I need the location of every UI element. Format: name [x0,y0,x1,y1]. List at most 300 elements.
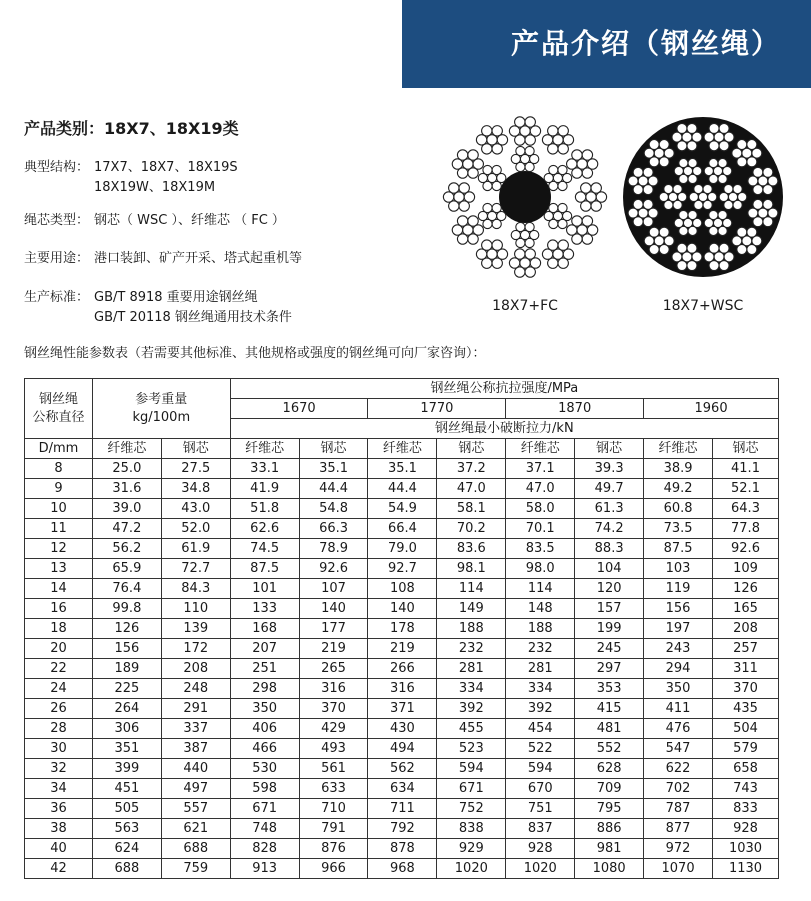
value-cell: 481 [575,719,644,739]
wire [492,181,501,190]
value-cell: 108 [368,579,437,599]
value-cell: 370 [713,679,779,699]
value-cell: 207 [230,639,299,659]
diameter-cell: 10 [25,499,93,519]
table-row [25,639,779,659]
wire [709,158,718,167]
table-row [25,819,779,839]
value-cell: 928 [506,839,575,859]
diameter-cell: 30 [25,739,93,759]
value-cell: 966 [299,859,368,879]
wire [659,139,669,149]
value-cell: 688 [92,859,161,879]
wire [737,227,747,237]
standard-info [24,288,292,328]
diameter-cell: 14 [25,579,93,599]
value-cell: 31.6 [92,479,161,499]
wire [664,184,673,193]
value-cell: 52.0 [161,519,230,539]
diameter-cell: 40 [25,839,93,859]
value-cell: 83.5 [506,539,575,559]
value-cell: 392 [437,699,506,719]
value-cell: 72.7 [161,559,230,579]
value-cell: 99.8 [92,599,161,619]
core-value: 钢芯（ WSC ）、纤维芯 （ FC ） [94,213,285,228]
wire [492,258,502,268]
table-title: 钢丝绳性能参数表（若需要其他标准、其他规格或强度的钢丝绳可向厂家咨询）： [24,346,486,361]
value-cell: 78.9 [299,539,368,559]
rope-wsc-caption: 18X7+WSC [662,298,744,314]
value-cell: 281 [506,659,575,679]
table-row [25,679,779,699]
value-cell: 670 [506,779,575,799]
header-diameter: 钢丝绳 公称直径 [25,379,93,439]
wire [558,258,568,268]
value-cell: 928 [713,819,779,839]
header-grade-1770: 1770 [368,399,506,419]
value-cell: 126 [92,619,161,639]
value-cell: 838 [437,819,506,839]
value-cell: 710 [299,799,368,819]
value-cell: 168 [230,619,299,639]
value-cell: 415 [575,699,644,719]
value-cell: 83.6 [437,539,506,559]
value-cell: 929 [437,839,506,859]
value-cell: 157 [575,599,644,619]
value-cell: 43.0 [161,499,230,519]
value-cell: 795 [575,799,644,819]
header-wsc: 钢芯 [575,439,644,459]
product-category: 产品类别：18X7、18X19类 [24,119,239,138]
value-cell: 751 [506,799,575,819]
diameter-cell: 42 [25,859,93,879]
value-cell: 743 [713,779,779,799]
value-cell: 64.3 [713,499,779,519]
value-cell: 837 [506,819,575,839]
wire [718,210,727,219]
value-cell: 109 [713,559,779,579]
value-cell: 440 [161,759,230,779]
structure-info [24,158,238,198]
use-info [24,249,302,269]
value-cell: 76.4 [92,579,161,599]
wire [582,168,592,178]
wire [747,139,757,149]
wire [492,126,502,136]
header-unit: D/mm [25,439,93,459]
value-cell: 98.1 [437,559,506,579]
wire [581,183,591,193]
value-cell: 199 [575,619,644,639]
value-cell: 208 [713,619,779,639]
header-fc: 纤维芯 [368,439,437,459]
value-cell: 74.5 [230,539,299,559]
table-row [25,859,779,879]
wire [468,216,478,226]
value-cell: 87.5 [230,559,299,579]
value-cell: 77.8 [713,519,779,539]
value-cell: 371 [368,699,437,719]
diameter-cell: 8 [25,459,93,479]
value-cell: 493 [299,739,368,759]
value-cell: 65.9 [92,559,161,579]
value-cell: 298 [230,679,299,699]
value-cell: 294 [644,659,713,679]
value-cell: 429 [299,719,368,739]
wire [688,210,697,219]
wire [582,216,592,226]
value-cell: 101 [230,579,299,599]
value-cell: 156 [644,599,713,619]
wire [763,167,773,177]
value-cell: 1070 [644,859,713,879]
header-wsc: 钢芯 [437,439,506,459]
value-cell: 62.6 [230,519,299,539]
table-row [25,839,779,859]
value-cell: 189 [92,659,161,679]
value-cell: 265 [299,659,368,679]
diameter-cell: 13 [25,559,93,579]
wire [591,183,601,193]
value-cell: 38.9 [644,459,713,479]
wire [724,184,733,193]
wire [558,126,568,136]
value-cell: 787 [644,799,713,819]
value-cell: 828 [230,839,299,859]
value-cell: 709 [575,779,644,799]
core-label: 绳芯类型： [24,213,90,228]
value-cell: 579 [713,739,779,759]
value-cell: 61.9 [161,539,230,559]
header-fc: 纤维芯 [506,439,575,459]
diameter-cell: 24 [25,679,93,699]
wire [688,174,697,183]
wire [687,261,697,271]
wire [633,199,643,209]
value-cell: 56.2 [92,539,161,559]
wire [763,217,773,227]
value-cell: 73.5 [644,519,713,539]
value-cell: 522 [506,739,575,759]
value-cell: 671 [230,799,299,819]
value-cell: 833 [713,799,779,819]
wire [677,243,687,253]
value-cell: 197 [644,619,713,639]
header-fc: 纤维芯 [644,439,713,459]
value-cell: 792 [368,819,437,839]
header-fc: 纤维芯 [92,439,161,459]
wire [753,199,763,209]
wire [483,203,492,212]
wire [687,141,697,151]
wire [482,240,492,250]
value-cell: 594 [506,759,575,779]
value-cell: 759 [161,859,230,879]
wire [709,243,719,253]
wire [677,123,687,133]
wire [492,165,501,174]
header-grade-1870: 1870 [506,399,644,419]
wire [753,167,763,177]
table-row [25,599,779,619]
value-cell: 316 [368,679,437,699]
value-cell: 791 [299,819,368,839]
wire [679,158,688,167]
header-wsc: 钢芯 [161,439,230,459]
wire [459,183,469,193]
table-row [25,799,779,819]
value-cell: 248 [161,679,230,699]
wire [449,183,459,193]
value-cell: 430 [368,719,437,739]
value-cell: 702 [644,779,713,799]
value-cell: 406 [230,719,299,739]
value-cell: 70.2 [437,519,506,539]
value-cell: 114 [437,579,506,599]
value-cell: 25.0 [92,459,161,479]
rope-wsc-cross-section [618,112,788,282]
page-title: 产品介绍（钢丝绳） [510,27,781,60]
value-cell: 35.1 [299,459,368,479]
wire [558,181,567,190]
header-wsc: 钢芯 [299,439,368,459]
value-cell: 563 [92,819,161,839]
value-cell: 351 [92,739,161,759]
diameter-cell: 38 [25,819,93,839]
value-cell: 561 [299,759,368,779]
value-cell: 454 [506,719,575,739]
value-cell: 353 [575,679,644,699]
value-cell: 39.3 [575,459,644,479]
value-cell: 392 [506,699,575,719]
value-cell: 139 [161,619,230,639]
value-cell: 748 [230,819,299,839]
value-cell: 47.0 [437,479,506,499]
diameter-cell: 26 [25,699,93,719]
value-cell: 47.2 [92,519,161,539]
value-cell: 981 [575,839,644,859]
core-info [24,211,285,231]
diameter-cell: 18 [25,619,93,639]
wire [525,267,535,277]
value-cell: 306 [92,719,161,739]
structure-value-1: 17X7、18X7、18X19S [94,160,238,175]
table-row [25,519,779,539]
wire [763,199,773,209]
value-cell: 58.1 [437,499,506,519]
table-row [25,579,779,599]
wire [733,184,742,193]
wire [709,123,719,133]
wire [649,227,659,237]
rope-fc-caption: 18X7+FC [492,298,558,314]
table-row [25,459,779,479]
value-cell: 92.7 [368,559,437,579]
value-cell: 98.0 [506,559,575,579]
value-cell: 557 [161,799,230,819]
wire [468,150,478,160]
wire [558,165,567,174]
value-cell: 504 [713,719,779,739]
wire [687,243,697,253]
wire [525,222,534,231]
value-cell: 466 [230,739,299,759]
value-cell: 66.4 [368,519,437,539]
wire [718,174,727,183]
value-cell: 35.1 [368,459,437,479]
value-cell: 104 [575,559,644,579]
value-cell: 39.0 [92,499,161,519]
wire [643,217,653,227]
wire [747,227,757,237]
table-row [25,659,779,679]
value-cell: 165 [713,599,779,619]
value-cell: 133 [230,599,299,619]
value-cell: 297 [575,659,644,679]
wire [643,167,653,177]
wire [687,123,697,133]
wire [549,203,558,212]
value-cell: 552 [575,739,644,759]
value-cell: 51.8 [230,499,299,519]
value-cell: 188 [506,619,575,639]
value-cell: 876 [299,839,368,859]
value-cell: 148 [506,599,575,619]
value-cell: 84.3 [161,579,230,599]
value-cell: 257 [713,639,779,659]
value-cell: 671 [437,779,506,799]
header-force: 钢丝绳最小破断拉力/kN [230,419,778,439]
value-cell: 547 [644,739,713,759]
value-cell: 877 [644,819,713,839]
wire [747,245,757,255]
value-cell: 628 [575,759,644,779]
wire [457,150,467,160]
value-cell: 61.3 [575,499,644,519]
wire [516,146,525,155]
value-cell: 110 [161,599,230,619]
value-cell: 1030 [713,839,779,859]
value-cell: 337 [161,719,230,739]
value-cell: 87.5 [644,539,713,559]
use-label: 主要用途： [24,251,90,266]
wire [468,168,478,178]
wire [718,226,727,235]
value-cell: 232 [437,639,506,659]
wire [582,234,592,244]
value-cell: 92.6 [713,539,779,559]
diameter-cell: 9 [25,479,93,499]
value-cell: 58.0 [506,499,575,519]
value-cell: 1130 [713,859,779,879]
value-cell: 243 [644,639,713,659]
table-row [25,699,779,719]
value-cell: 27.5 [161,459,230,479]
table-row [25,739,779,759]
value-cell: 54.9 [368,499,437,519]
value-cell: 140 [299,599,368,619]
wire [719,261,729,271]
value-cell: 633 [299,779,368,799]
diameter-cell: 16 [25,599,93,619]
value-cell: 266 [368,659,437,679]
wire [492,219,501,228]
value-cell: 886 [575,819,644,839]
wire [548,126,558,136]
wire [659,245,669,255]
wire [694,184,703,193]
wire [525,117,535,127]
wire [548,240,558,250]
value-cell: 334 [506,679,575,699]
wire [719,123,729,133]
value-cell: 1020 [437,859,506,879]
wire [582,150,592,160]
table-row [25,619,779,639]
value-cell: 188 [437,619,506,639]
wire [643,199,653,209]
value-cell: 1080 [575,859,644,879]
value-cell: 634 [368,779,437,799]
value-cell: 232 [506,639,575,659]
value-cell: 311 [713,659,779,679]
wire [572,216,582,226]
header-fc: 纤维芯 [230,439,299,459]
wire [747,157,757,167]
wire [525,249,535,259]
value-cell: 350 [230,699,299,719]
value-cell: 54.8 [299,499,368,519]
rope-fc-cross-section [440,112,610,282]
value-cell: 60.8 [644,499,713,519]
value-cell: 505 [92,799,161,819]
value-cell: 172 [161,639,230,659]
value-cell: 219 [368,639,437,659]
value-cell: 523 [437,739,506,759]
fiber-core [499,171,551,223]
table-row [25,559,779,579]
wire [525,162,534,171]
diameter-cell: 20 [25,639,93,659]
wire [492,144,502,154]
value-cell: 49.7 [575,479,644,499]
wire [673,184,682,193]
wire [558,219,567,228]
value-cell: 225 [92,679,161,699]
value-cell: 598 [230,779,299,799]
value-cell: 497 [161,779,230,799]
value-cell: 972 [644,839,713,859]
value-cell: 476 [644,719,713,739]
wire [549,165,558,174]
value-cell: 530 [230,759,299,779]
diameter-cell: 36 [25,799,93,819]
table-row [25,539,779,559]
wire [515,249,525,259]
wire [558,203,567,212]
value-cell: 52.1 [713,479,779,499]
diameter-cell: 11 [25,519,93,539]
value-cell: 149 [437,599,506,619]
value-cell: 119 [644,579,713,599]
value-cell: 435 [713,699,779,719]
value-cell: 37.2 [437,459,506,479]
structure-value-2: 18X19W、18X19M [94,180,216,195]
value-cell: 49.2 [644,479,713,499]
table-row [25,759,779,779]
wire [483,165,492,174]
diameter-cell: 32 [25,759,93,779]
